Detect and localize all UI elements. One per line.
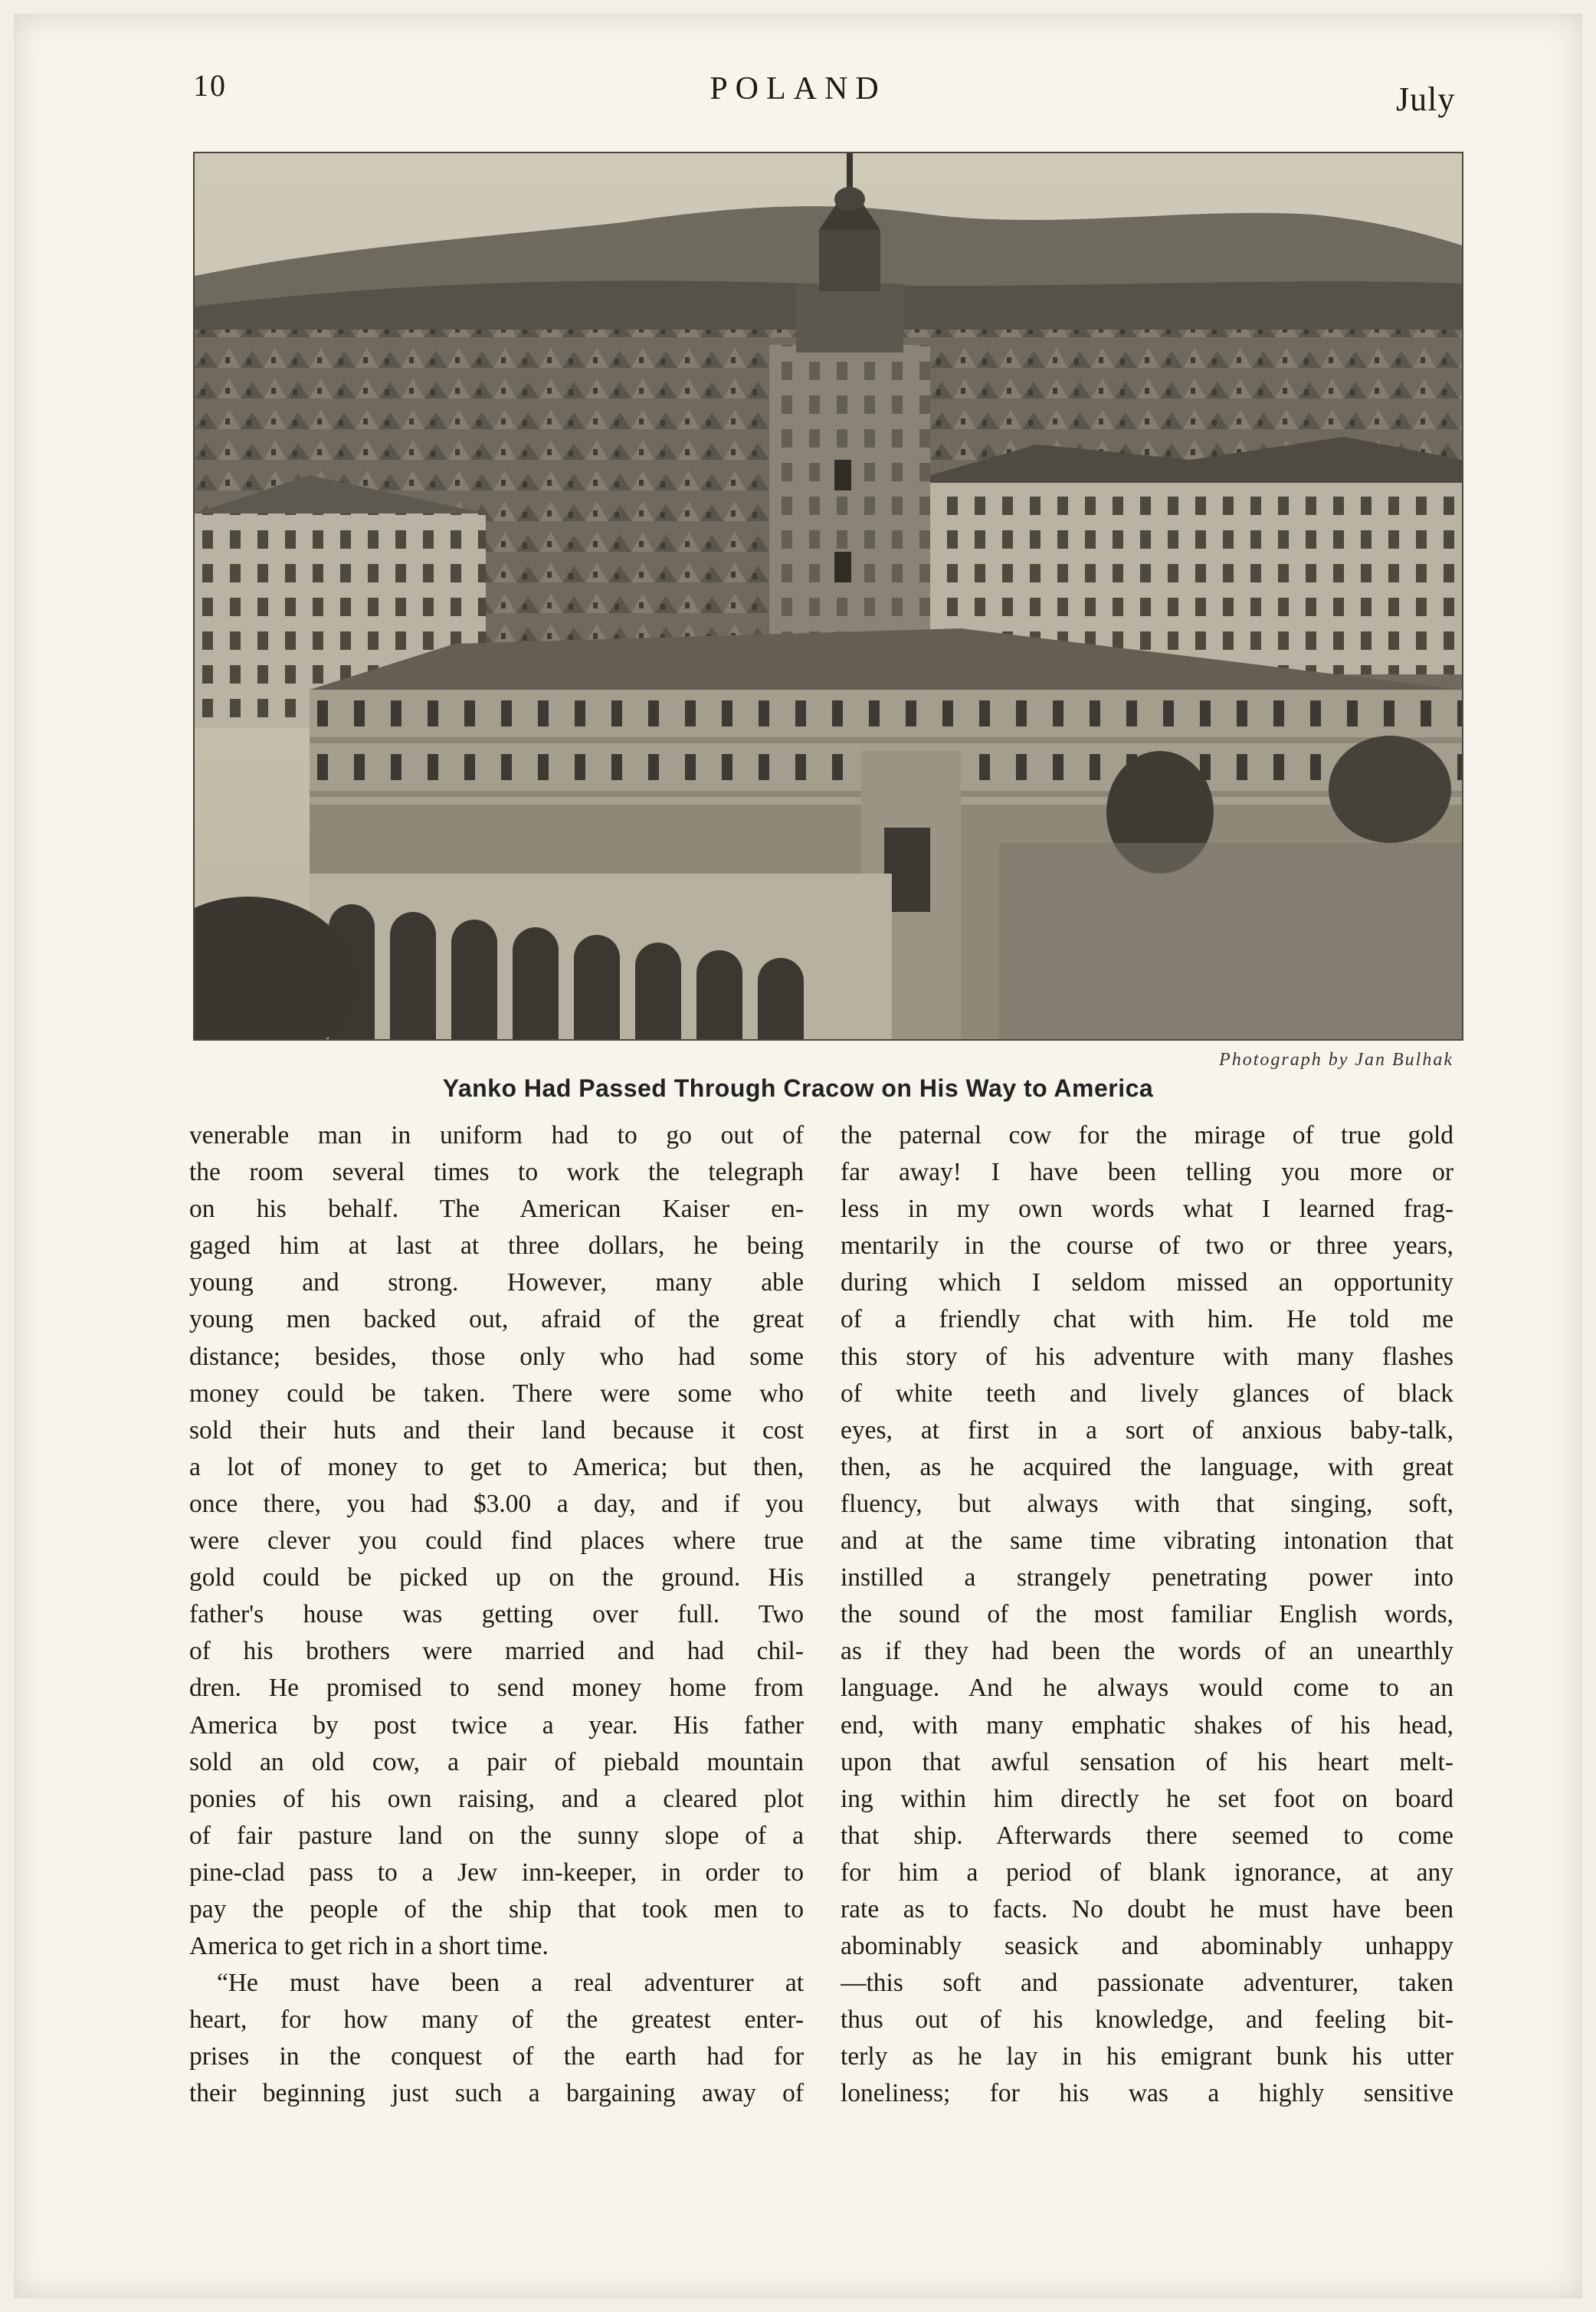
text-line: America by post twice a year. His father	[189, 1710, 804, 1740]
text-line: end, with many emphatic shakes of his head,	[841, 1710, 1453, 1740]
text-line: —this soft and passionate adventurer, taken	[841, 1969, 1453, 1998]
text-line: sold their huts and their land because it cost	[189, 1415, 804, 1445]
text-line: “He must have been a real adventurer at	[217, 1969, 804, 1998]
text-line: their beginning just such a bargaining away of	[189, 2079, 804, 2108]
text-line: gold could be picked up on the ground. His	[189, 1563, 804, 1592]
photo-caption: Yanko Had Passed Through Cracow on His Way to America	[442, 1074, 1154, 1102]
magazine-title: POLAND	[710, 71, 886, 107]
text-line: ponies of his own raising, and a cleared plot	[189, 1784, 804, 1813]
text-line: prises in the conquest of the earth had for	[189, 2042, 804, 2071]
text-line: abominably seasick and abominably unhappy	[841, 1932, 1453, 1961]
text-line: for him a period of blank ignorance, at any	[841, 1858, 1453, 1887]
cracow-photograph	[193, 152, 1463, 1041]
text-line: heart, for how many of the greatest enter-	[189, 2005, 804, 2035]
right-text-column	[841, 1117, 1453, 2113]
text-line: fluency, but always with that singing, soft,	[841, 1489, 1453, 1518]
cracow-photograph-image	[195, 153, 1462, 1039]
text-line: during which I seldom missed an opportunity	[841, 1268, 1453, 1297]
text-line: distance; besides, those only who had some	[189, 1342, 804, 1371]
text-line: the paternal cow for the mirage of true gold	[841, 1121, 1453, 1149]
photo-credit: Photograph by Jan Bulhak	[1219, 1050, 1453, 1070]
text-line: were clever you could find places where true	[189, 1527, 804, 1556]
text-line: and at the same time vibrating intonation that	[841, 1527, 1453, 1556]
text-line: ing within him directly he set foot on board	[841, 1784, 1453, 1813]
text-line: money could be taken. There were some who	[189, 1379, 804, 1408]
text-line: terly as he lay in his emigrant bunk his utter	[841, 2042, 1453, 2071]
text-line: America to get rich in a short time.	[189, 1932, 549, 1961]
text-line: loneliness; for his was a highly sensitive	[841, 2079, 1453, 2108]
text-line: on his behalf. The American Kaiser en-	[189, 1195, 804, 1224]
text-line: venerable man in uniform had to go out of	[189, 1121, 804, 1149]
text-line: once there, you had $3.00 a day, and if you	[189, 1489, 804, 1518]
text-line: gaged him at last at three dollars, he being	[189, 1231, 804, 1261]
left-text-column	[189, 1117, 804, 2113]
text-line: instilled a strangely penetrating power into	[841, 1563, 1453, 1592]
text-line: pay the people of the ship that took men to	[189, 1894, 804, 1923]
text-line: upon that awful sensation of his heart melt-	[841, 1747, 1453, 1776]
text-line: of a friendly chat with him. He told me	[841, 1305, 1453, 1334]
text-line: sold an old cow, a pair of piebald mountain	[189, 1747, 804, 1776]
text-line: as if they had been the words of an unearthly	[841, 1637, 1453, 1666]
text-line: that ship. Afterwards there seemed to come	[841, 1821, 1453, 1850]
text-line: far away! I have been telling you more or	[841, 1158, 1453, 1187]
text-line: mentarily in the course of two or three years,	[841, 1231, 1453, 1261]
text-line: father's house was getting over full. Two	[189, 1600, 804, 1629]
text-line: eyes, at first in a sort of anxious baby-talk,	[841, 1415, 1453, 1445]
text-line: a lot of money to get to America; but then,	[189, 1452, 804, 1481]
text-line: pine-clad pass to a Jew inn-keeper, in order to	[189, 1858, 804, 1887]
text-line: this story of his adventure with many flashes	[841, 1342, 1453, 1371]
text-line: language. And he always would come to an	[841, 1674, 1453, 1703]
text-line: rate as to facts. No doubt he must have been	[841, 1894, 1453, 1923]
issue-month: July	[1396, 80, 1456, 118]
text-line: the room several times to work the telegraph	[189, 1158, 804, 1187]
text-line: thus out of his knowledge, and feeling bit-	[841, 2005, 1453, 2035]
text-line: of fair pasture land on the sunny slope of a	[189, 1821, 804, 1850]
text-line: young men backed out, afraid of the great	[189, 1305, 804, 1334]
text-line: young and strong. However, many able	[189, 1268, 804, 1297]
text-line: dren. He promised to send money home from	[189, 1674, 804, 1703]
text-line: then, as he acquired the language, with great	[841, 1452, 1453, 1481]
page-number: 10	[193, 68, 227, 103]
text-line: of his brothers were married and had chil-	[189, 1637, 804, 1666]
text-line: of white teeth and lively glances of black	[841, 1379, 1453, 1408]
text-line: less in my own words what I learned frag-	[841, 1195, 1453, 1224]
text-line: the sound of the most familiar English words,	[841, 1600, 1453, 1629]
